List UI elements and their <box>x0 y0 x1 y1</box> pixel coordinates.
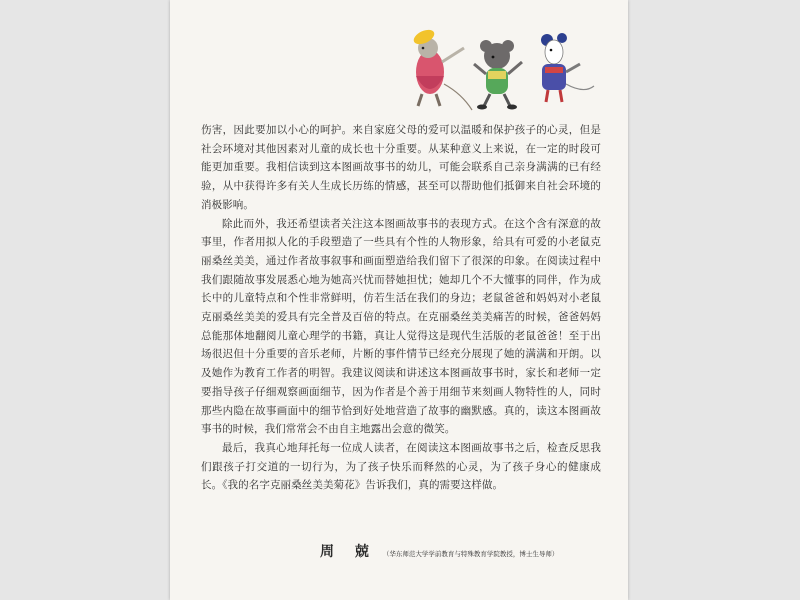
paragraph-1: 伤害，因此要加以小心的呵护。来自家庭父母的爱可以温暖和保护孩子的心灵，但是社会环境对其他因素对儿童的成长也十分重要。从某种意义上来说，在一定的时段可能更加重要。我相信读到这本图画故事书的幼儿，可能会联系自己亲身满满的已有经验，从中获得许多有关人生成长历练的情感，甚至可以帮助他们抵御来自社会环境的消极影响。 <box>201 124 601 211</box>
paragraph-3: 最后，我真心地拜托每一位成人读者，在阅读这本图画故事书之后，检查反思我们跟孩子打交道的一切行为，为了孩子快乐而释然的心灵，为了孩子身心的健康成长。《我的名字克丽桑丝美美菊花》告诉我们，真的需要这样做。 <box>201 441 601 492</box>
author-name: 周 兢 <box>320 544 377 560</box>
mouse-characters-illustration <box>402 24 602 114</box>
author-affiliation: （华东师范大学学前教育与特殊教育学院教授，博士生导师） <box>382 550 559 558</box>
article-body <box>201 121 601 495</box>
book-page <box>170 0 628 600</box>
paragraph-2: 除此而外，我还希望读者关注这本图画故事书的表现方式。在这个含有深意的故事里，作者用拟人化的手段塑造了一些具有个性的人物形象，给具有可爱的小老鼠克丽桑丝美美，通过作者故事叙事和画面塑造给我们留下了很深的印象。在阅读过程中我们跟随故事发展悉心地为她高兴忧而替她担忧；她却几个不大懂事的同伴，作为成长中的儿童特点和个性非常鲜明，仿若生活在我们的身边；老鼠爸爸和妈妈对小老鼠克丽桑丝美美的爱具有完全普及百倍的特点。在克丽桑丝美美痛苦的时候，爸爸妈妈总能那体地翻阅儿童心理学的书籍，真让人觉得这是现代生活版的老鼠爸爸！至于出场很迟但十分重要的音乐老师，片断的事件情节已经充分展现了她的满满和开朗。以及她作为教育工作者的明智。我建议阅读和讲述这本图画故事书时，家长和老师一定要指导孩子仔细观察画面细节，因为作者是个善于用细节来刻画人物特性的人，同时那些内隐在故事画面中的细节恰到好处地营造了故事的幽默感。真的，读这本图画故事书的时候，我们常常会不由自主地露出会意的微笑。 <box>201 217 601 436</box>
mouse-blue-figure <box>541 33 594 102</box>
mouse-boy-figure <box>474 40 522 110</box>
mouse-girl-figure <box>411 27 472 110</box>
signature-block <box>320 541 620 561</box>
